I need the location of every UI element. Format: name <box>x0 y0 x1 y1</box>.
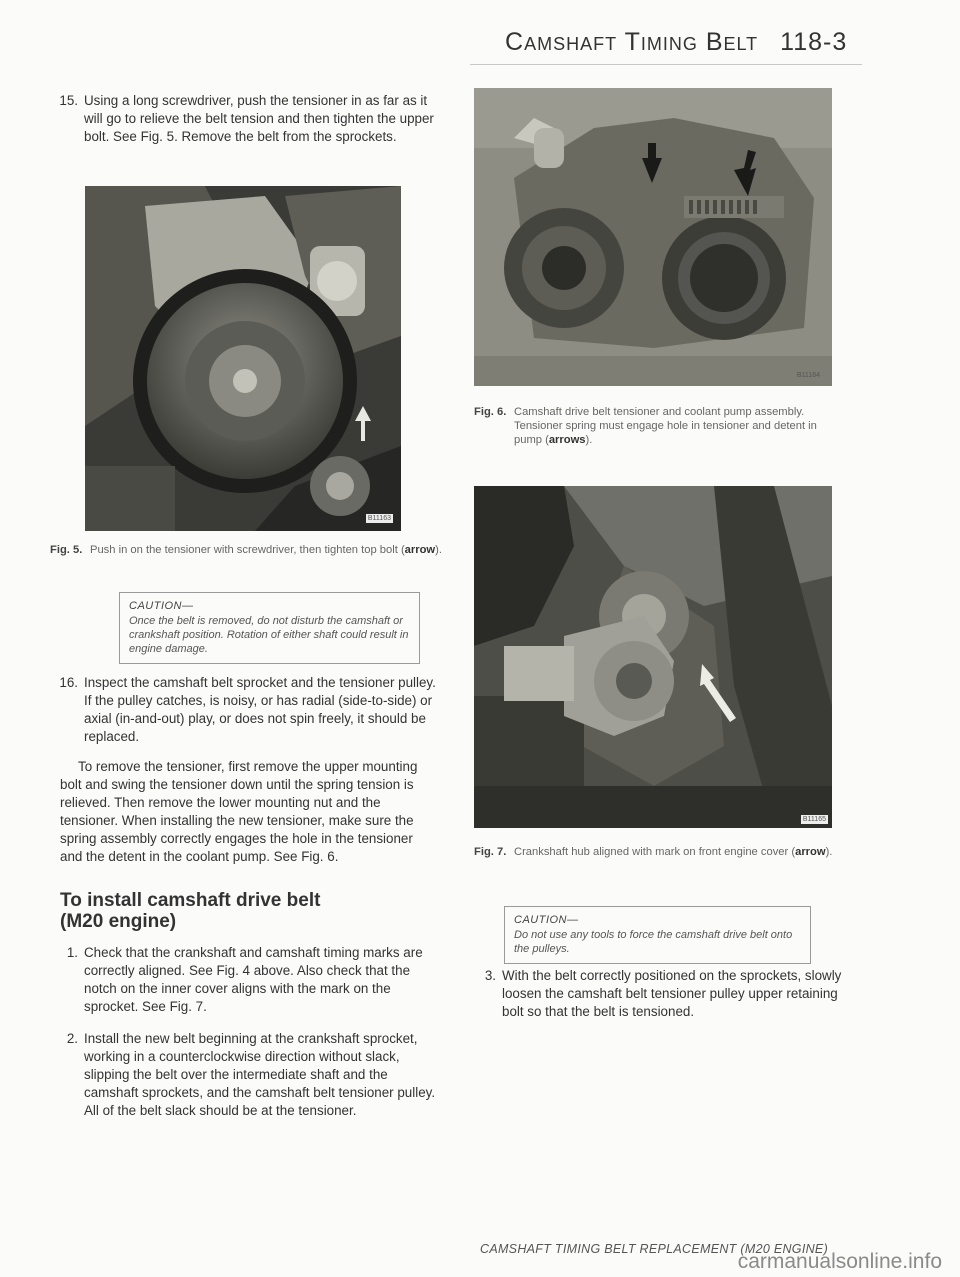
install-step-3: 3. With the belt correctly positioned on the sprockets, slowly loosen the camshaft belt tensioner pulley upper retaining bolt so that the belt is tensioned. <box>484 968 842 1019</box>
install-step-2: 2. Install the new belt beginning at the crankshaft sprocket, working in a counterclockwise direction without slack, slipping the belt over the intermediate shaft and the camshaft sprockets, and the camshaft belt tensioner pulley. All of the belt slack should be at the tensioner. <box>66 1031 436 1118</box>
fig7-caption: Fig. 7. Crankshaft hub aligned with mark on front engine cover (arrow). <box>474 846 833 858</box>
fig6-caption: Fig. 6. Camshaft drive belt tensioner and coolant pump assembly. Tensioner spring must engage hole in tensioner and detent in pump (arrows). <box>474 406 817 446</box>
step-16: 16. Inspect the camshaft belt sprocket and the tensioner pulley. If the pulley catches, is noisy, or has radial (side-to-side) or axial (in-and-out) play, or does not spin freely, it should be replaced. <box>59 675 436 744</box>
fig5-photo <box>85 186 401 531</box>
step-15: 15. Using a long screwdriver, push the tensioner in as far as it will go to relieve the belt tension and then tighten the upper bolt. See Fig. 5. Remove the belt from the sprockets. <box>59 93 434 144</box>
page-header: CAMSHAFT TIMING BELT 118-3 <box>505 28 848 56</box>
fig5-caption: Fig. 5. Push in on the tensioner with screwdriver, then tighten top bolt (arrow). <box>50 544 442 556</box>
caution-box-1: CAUTION— Once the belt is removed, do not disturb the camshaft or crankshaft position. Rotation of either shaft could result in engine damage. <box>119 592 420 664</box>
watermark-link[interactable]: carmanualsonline.info <box>737 1250 942 1273</box>
fig6-image-id: B11164 <box>796 372 820 379</box>
install-step-1: 1. Check that the crankshaft and camshaft timing marks are correctly aligned. See Fig. 4 above. Also check that the notch on the inner cover aligns with the mark on the sprocket. See Fig. 7. <box>66 945 423 1014</box>
remove-tensioner-paragraph: To remove the tensioner, first remove the upper mounting bolt and swing the tensioner down until the spring tension is relieved. Then remove the lower mounting nut and the tensioner. When installing the new tensioner, make sure the spring assembly correctly engages the hole in the tensioner and the detent in the coolant pump. See Fig. 6. <box>60 759 418 864</box>
page-footer: CAMSHAFT TIMING BELT REPLACEMENT (M20 ENGINE) <box>480 1242 829 1256</box>
page-number: 118-3 <box>780 28 848 56</box>
header-rule <box>470 64 862 65</box>
caution-box-2: CAUTION— Do not use any tools to force the camshaft drive belt onto the pulleys. <box>504 906 811 964</box>
section-heading: To install camshaft drive belt (M20 engine) <box>60 890 321 932</box>
fig7-photo <box>474 486 832 828</box>
fig6-photo <box>474 88 832 386</box>
fig7-image-id: B11165 <box>802 816 826 823</box>
fig5-image-id: B11163 <box>367 515 391 522</box>
